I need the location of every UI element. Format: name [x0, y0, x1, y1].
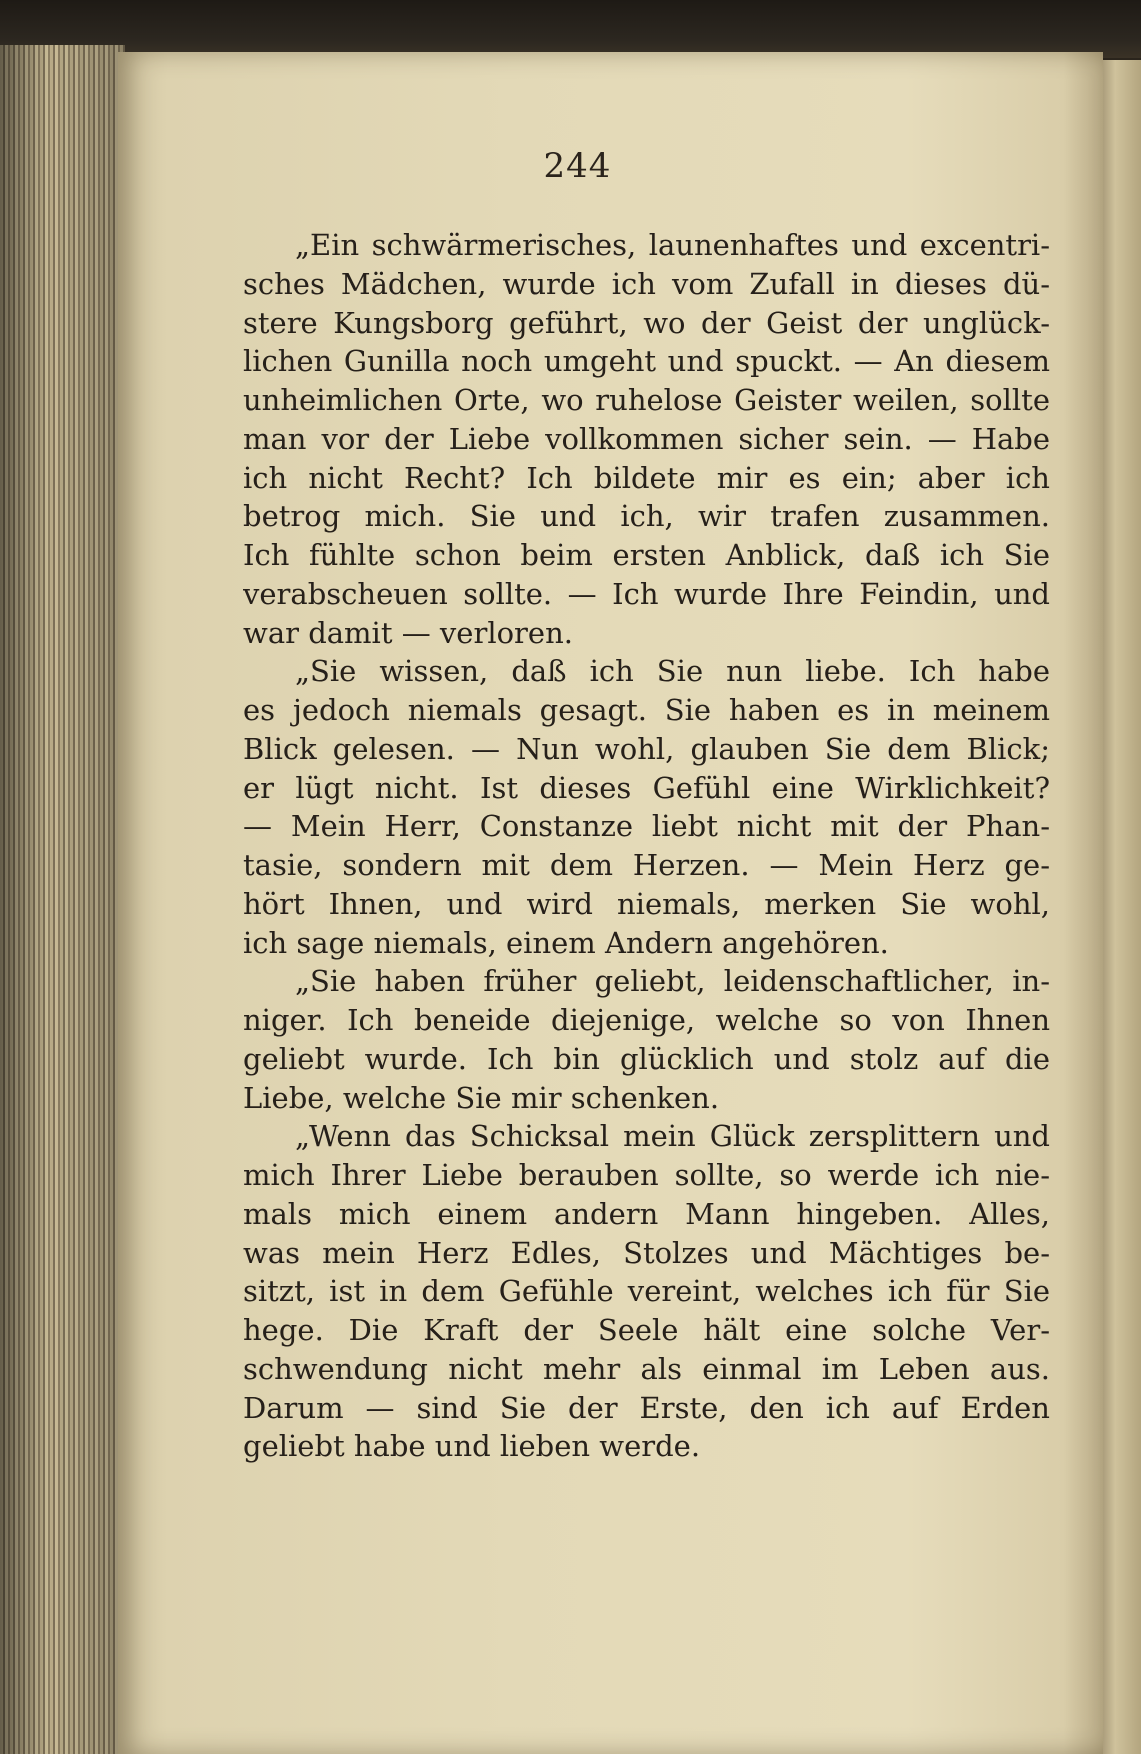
text-line: „Ein schwärmerisches, launenhaftes und excentri- — [295, 228, 1050, 262]
text-line: es jedoch niemals gesagt. Sie haben es in meinem — [243, 693, 1050, 727]
page-stack-edges — [0, 45, 125, 1754]
text-line: er lügt nicht. Ist dieses Gefühl eine Wirklichkeit? — [243, 770, 1050, 805]
text-line: geliebt wurde. Ich bin glücklich und stolz auf die — [243, 1041, 1050, 1076]
text-line: „Wenn das Schicksal mein Glück zersplittern und — [295, 1119, 1050, 1154]
page-number: 244 — [543, 146, 612, 186]
text-line: sitzt, ist in dem Gefühle vereint, welches ich für Sie — [243, 1274, 1050, 1309]
text-line: ich sage niemals, einem Andern angehören. — [243, 925, 889, 960]
text-line: — Mein Herr, Constanze liebt nicht mit der Phan- — [243, 809, 1050, 844]
text-line: hege. Die Kraft der Seele hält eine solche Ver- — [243, 1313, 1050, 1347]
body-text — [243, 226, 1050, 1466]
scan-top-shadow — [0, 0, 1141, 58]
text-line: unheimlichen Orte, wo ruhelose Geister weilen, sollte — [243, 383, 1050, 417]
text-line: war damit — verloren. — [243, 615, 573, 650]
text-line: geliebt habe und lieben werde. — [243, 1429, 701, 1464]
text-line: was mein Herz Edles, Stolzes und Mächtiges be- — [243, 1235, 1050, 1270]
text-line: lichen Gunilla noch umgeht und spuckt. — An diesem — [243, 344, 1050, 379]
text-line: schwendung nicht mehr als einmal im Leben aus. — [243, 1351, 1050, 1386]
facing-page-edge — [1098, 60, 1141, 1754]
text-line: „Sie haben früher geliebt, leidenschaftlicher, in- — [295, 964, 1050, 999]
text-line: verabscheuen sollte. — Ich wurde Ihre Feindin, und — [243, 576, 1050, 611]
text-line: Liebe, welche Sie mir schenken. — [243, 1080, 720, 1115]
text-line: betrog mich. Sie und ich, wir trafen zusammen. — [243, 499, 1050, 534]
text-line: stere Kungsborg geführt, wo der Geist der unglück- — [243, 305, 1050, 340]
text-line: man vor der Liebe vollkommen sicher sein. — Habe — [243, 421, 1050, 456]
text-line: Blick gelesen. — Nun wohl, glauben Sie dem Blick; — [243, 731, 1050, 766]
text-line: ich nicht Recht? Ich bildete mir es ein; aber ich — [243, 460, 1050, 495]
text-line: tasie, sondern mit dem Herzen. — Mein Herz ge- — [243, 848, 1050, 882]
text-line: hört Ihnen, und wird niemals, merken Sie wohl, — [243, 886, 1050, 921]
text-line: mals mich einem andern Mann hingeben. Alles, — [243, 1196, 1050, 1231]
text-line: niger. Ich beneide diejenige, welche so von Ihnen — [243, 1003, 1050, 1037]
text-line: sches Mädchen, wurde ich vom Zufall in dieses dü- — [243, 266, 1050, 301]
text-line: Darum — sind Sie der Erste, den ich auf Erden — [243, 1390, 1050, 1425]
text-line: „Sie wissen, daß ich Sie nun liebe. Ich habe — [295, 654, 1050, 689]
text-line: mich Ihrer Liebe berauben sollte, so werde ich nie- — [243, 1158, 1050, 1192]
text-line: Ich fühlte schon beim ersten Anblick, daß ich Sie — [243, 538, 1050, 572]
